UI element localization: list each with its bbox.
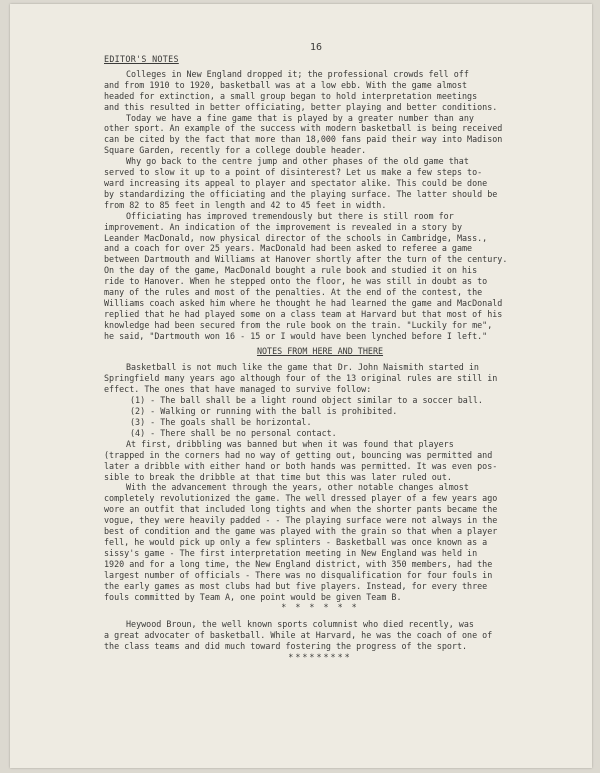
text-line: by standardizing the officiating and the playing surface. The latter should be [104, 188, 498, 199]
text-line: later a dribble with either hand or both hands was permitted. It was even pos- [104, 460, 498, 471]
text-line: he said, "Dartmouth won 16 - 15 or I would have been lynched before I left." [104, 330, 488, 341]
text-line: vogue, they were heavily padded - - The playing surface were not always in the [104, 515, 498, 526]
text-line: the early games as most clubs had but five players. Instead, for every three [104, 580, 488, 591]
text-line: between Dartmouth and Williams at Hanover shortly after the turn of the century. [104, 254, 508, 265]
text-line: completely revolutionized the game. The well dressed player of a few years ago [104, 493, 498, 504]
rule-item: (2) - Walking or running with the ball is prohibited. [130, 406, 398, 417]
text-line: Heywood Broun, the well known sports columnist who died recently, was [126, 619, 474, 630]
text-line: ride to Hanover. When he stepped onto the floor, he was still in doubt as to [104, 276, 488, 287]
section-notes-from-here-and-there [104, 362, 536, 602]
text-line: Basketball is not much like the game that Dr. John Naismith started in [126, 362, 479, 373]
text-line: a great advocater of basketball. While at Harvard, he was the coach of one of [104, 630, 493, 641]
text-line: and from 1910 to 1920, basketball was at a low ebb. With the game almost [104, 79, 468, 90]
rule-item: (3) - The goals shall be horizontal. [130, 417, 312, 427]
page-number: 16 [310, 42, 323, 53]
rule-item: (1) - The ball shall be a light round object similar to a soccer ball. [130, 395, 483, 406]
text-line: On the day of the game, MacDonald bought a rule book and studied it on his [104, 265, 478, 276]
text-line: and this resulted in better officiating, better playing and better conditions. [104, 101, 498, 112]
text-line: sissy's game - The first interpretation meeting in New England was held in [104, 547, 478, 558]
text-line: Square Garden, recently for a college double header. [104, 145, 367, 156]
separator: * * * * * * [281, 602, 359, 613]
text-line: headed for extinction, a small group began to hold interpretation meetings [104, 90, 478, 101]
text-line: replied that he had played some on a class team at Harvard but that most of his [104, 308, 503, 319]
text-line: many of the rules and most of the penalties. At the end of the contest, the [104, 287, 483, 298]
text-line: fouls committed by Team A, one point would be given Team B. [104, 591, 402, 602]
text-line: Officiating has improved tremendously but there is still room for [126, 210, 454, 221]
text-line: other sport. An example of the success with modern basketball is being received [104, 123, 503, 134]
section-heywood-broun [104, 619, 536, 652]
text-line: effect. The ones that have managed to survive follow: [104, 384, 372, 395]
document-body [104, 8, 536, 663]
text-line: Leander MacDonald, now physical director of the schools in Cambridge, Mass., [104, 232, 488, 243]
text-line: fell, he would pick up only a few splinters - Basketball was once known as a [104, 536, 488, 547]
text-line: the class teams and did much toward fostering the progress of the sport. [104, 641, 468, 652]
document-page [10, 4, 592, 768]
separator: ********* [288, 652, 352, 663]
text-line: from 82 to 85 feet in length and 42 to 45 feet in width. [104, 199, 387, 210]
text-line: improvement. An indication of the improvement is revealed in a story by [104, 221, 462, 232]
text-line: At first, dribbling was banned but when it was found that players [126, 438, 454, 449]
text-line: served to slow it up to a point of disinterest? Let us make a few steps to- [104, 167, 483, 178]
text-line: Williams coach asked him where he thought he had learned the game and MacDonald [104, 297, 503, 308]
text-line: knowledge had been secured from the rule book on the train. "Luckily for me", [104, 319, 493, 330]
text-line: (trapped in the corners had no way of getting out, bouncing was permitted and [104, 449, 493, 460]
text-line: Colleges in New England dropped it; the professional crowds fell off [126, 68, 469, 79]
text-line: and a coach for over 25 years. MacDonald had been asked to referee a game [104, 243, 473, 254]
text-line: With the advancement through the years, other notable changes almost [126, 482, 469, 493]
text-line: Springfield many years ago although four of the 13 original rules are still in [104, 373, 498, 384]
text-line: ward increasing its appeal to player and spectator alike. This could be done [104, 177, 488, 188]
text-line: best of condition and the game was played with the grain so that when a player [104, 526, 498, 537]
text-line: 1920 and for a long time, the New England district, with 350 members, had the [104, 558, 493, 569]
text-line: Why go back to the centre jump and other phases of the old game that [126, 156, 469, 167]
section-heading: NOTES FROM HERE AND THERE [256, 345, 384, 356]
text-line: can be cited by the fact that more than 18,000 fans paid their way into Madison [104, 134, 503, 145]
page-heading: EDITOR'S NOTES [104, 54, 179, 64]
text-line: wore an outfit that included long tights and when the shorter pants became the [104, 504, 498, 515]
text-line: sible to break the dribble at that time but this was later ruled out. [104, 471, 452, 482]
text-line: largest number of officials - There was no disqualification for four fouls in [104, 569, 493, 580]
section-editors-notes [104, 69, 536, 342]
text-line: Today we have a fine game that is played by a greater number than any [126, 112, 474, 123]
rule-item: (4) - There shall be no personal contact. [130, 427, 337, 438]
